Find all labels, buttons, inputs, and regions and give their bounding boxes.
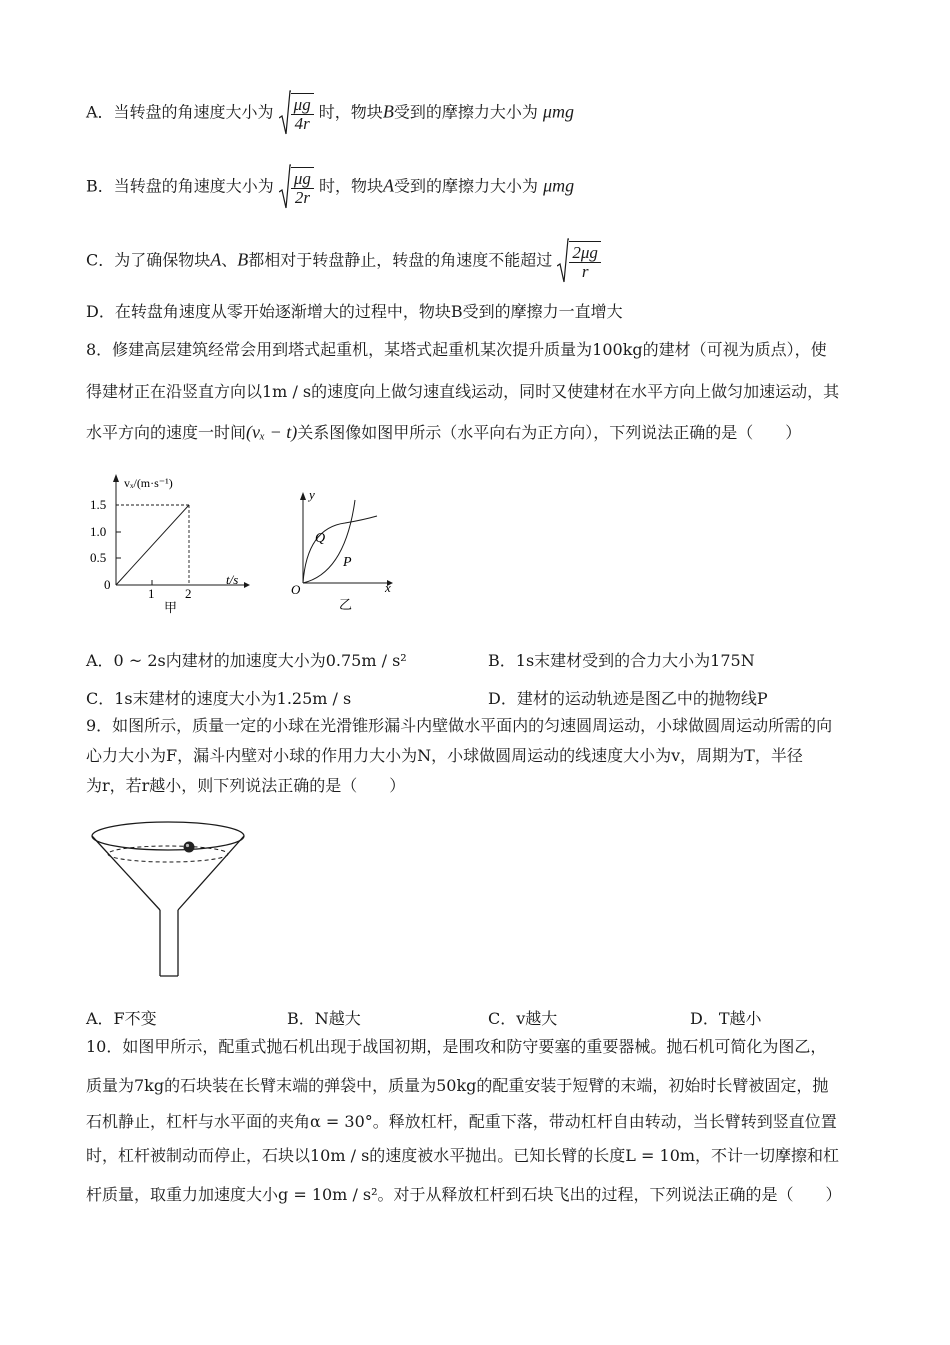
q10-stem-line-4: 时，杠杆被制动而停止，石块以10m / s的速度被水平抛出。已知长臂的长度L = 10m，不计一切摩擦和杠 — [86, 1146, 840, 1165]
y-axis-label: y — [309, 488, 315, 502]
q8-stem-line-3: 水平方向的速度一时间(vₓ − t)关系图像如图甲所示（水平向右为正方向），下列说法正确的是（ ） — [86, 422, 802, 442]
orbit-path — [108, 846, 228, 862]
x-axis-label: x — [385, 580, 391, 595]
label-p: P — [343, 555, 352, 570]
q9-stem-line-2: 心力大小为F，漏斗内壁对小球的作用力大小为N，小球做圆周运动的线速度大小为v，周期为T，半径 — [86, 746, 803, 765]
y-axis-arrow-icon — [113, 474, 119, 482]
q9-option-d: D．T越小 — [690, 1009, 762, 1028]
x-axis-label: t/s — [226, 572, 239, 587]
sqrt-expression: $\frac{\mu g}{4r}$ — [279, 90, 314, 136]
q9-stem-line-3: 为r，若r越小，则下列说法正确的是（ ） — [86, 776, 406, 795]
q8-option-b: B．1s末建材受到的合力大小为175N — [488, 651, 755, 670]
graph-jia — [86, 470, 256, 620]
velocity-line — [116, 505, 189, 585]
sqrt-expression: $\frac{\mu g}{2r}$ — [279, 164, 314, 210]
q9-option-a: A．F不变 — [86, 1009, 157, 1028]
label-q: Q — [315, 531, 326, 546]
ytick-label: 1.5 — [90, 497, 107, 512]
xtick-label: 1 — [148, 586, 155, 601]
q8-option-d: D．建材的运动轨迹是图乙中的抛物线P — [488, 689, 768, 708]
q8-stem-line-2: 得建材正在沿竖直方向以1m / s的速度向上做匀速直线运动，同时又使建材在水平方向上做匀加速运动，其 — [86, 382, 840, 401]
q7-option-c: C．为了确保物块A、B都相对于转盘静止，转盘的角速度不能超过 $\frac{2\mu g}{r}$ — [86, 238, 601, 284]
xtick-label: 2 — [185, 586, 192, 601]
radical-sign-icon — [557, 238, 569, 284]
radical-sign-icon — [279, 164, 291, 210]
q9-option-b: B．N越大 — [287, 1009, 361, 1028]
funnel-figure — [86, 816, 256, 986]
q8-stem-line-1: 8．修建高层建筑经常会用到塔式起重机，某塔式起重机某次提升质量为100kg的建材（可视为质点），使 — [86, 340, 827, 359]
x-axis-arrow-icon — [244, 582, 250, 588]
sqrt-expression: $\frac{2\mu g}{r}$ — [557, 238, 601, 284]
q10-stem-line-5: 杆质量，取重力加速度大小g = 10m / s²。对于从释放杠杆到石块飞出的过程，下列说法正确的是（ ） — [86, 1185, 842, 1204]
y-axis-arrow-icon — [300, 492, 306, 500]
q8-option-c: C．1s末建材的速度大小为1.25m / s — [86, 689, 352, 708]
graph-yi — [285, 488, 405, 618]
y-axis-label: vₓ/(m·s⁻¹) — [124, 476, 173, 490]
ball-highlight — [186, 844, 189, 847]
ytick-label: 0 — [104, 577, 111, 592]
q7-option-b: B．当转盘的角速度大小为 $\frac{\mu g}{2r}$ 时，物块A受到的摩擦力大小为 μmg — [86, 164, 574, 210]
ytick-label: 1.0 — [90, 524, 107, 539]
curve-p — [303, 500, 355, 583]
q10-stem-line-2: 质量为7kg的石块装在长臂末端的弹袋中，质量为50kg的配重安装于短臂的末端，初始时长臂被固定，抛 — [86, 1076, 829, 1095]
ytick-label: 0.5 — [90, 550, 107, 565]
graph-caption: 乙 — [339, 598, 353, 613]
ball-icon — [184, 842, 195, 853]
q9-stem-line-1: 9．如图所示，质量一定的小球在光滑锥形漏斗内壁做水平面内的匀速圆周运动，小球做圆周运动所需的向 — [86, 716, 833, 735]
q7-option-a: A．当转盘的角速度大小为 $\frac{\mu g}{4r}$ 时，物块B受到的摩擦力大小为 μmg — [86, 90, 574, 136]
q7-option-d: D．在转盘角速度从零开始逐渐增大的过程中，物块B受到的摩擦力一直增大 — [86, 302, 623, 321]
graph-caption: 甲 — [164, 601, 178, 616]
q8-option-a: A．0 ~ 2s内建材的加速度大小为0.75m / s² — [86, 651, 407, 670]
q10-stem-line-3: 石机静止，杠杆与水平面的夹角α = 30°。释放杠杆，配重下落，带动杠杆自由转动，当长臂转到竖直位置 — [86, 1112, 837, 1131]
origin-label: O — [291, 582, 301, 597]
radical-sign-icon — [279, 90, 291, 136]
q9-option-c: C．v越大 — [488, 1009, 558, 1028]
q10-stem-line-1: 10．如图甲所示，配重式抛石机出现于战国初期，是围攻和防守要塞的重要器械。抛石机可简化为图乙， — [86, 1037, 827, 1056]
curve-q — [303, 516, 377, 583]
